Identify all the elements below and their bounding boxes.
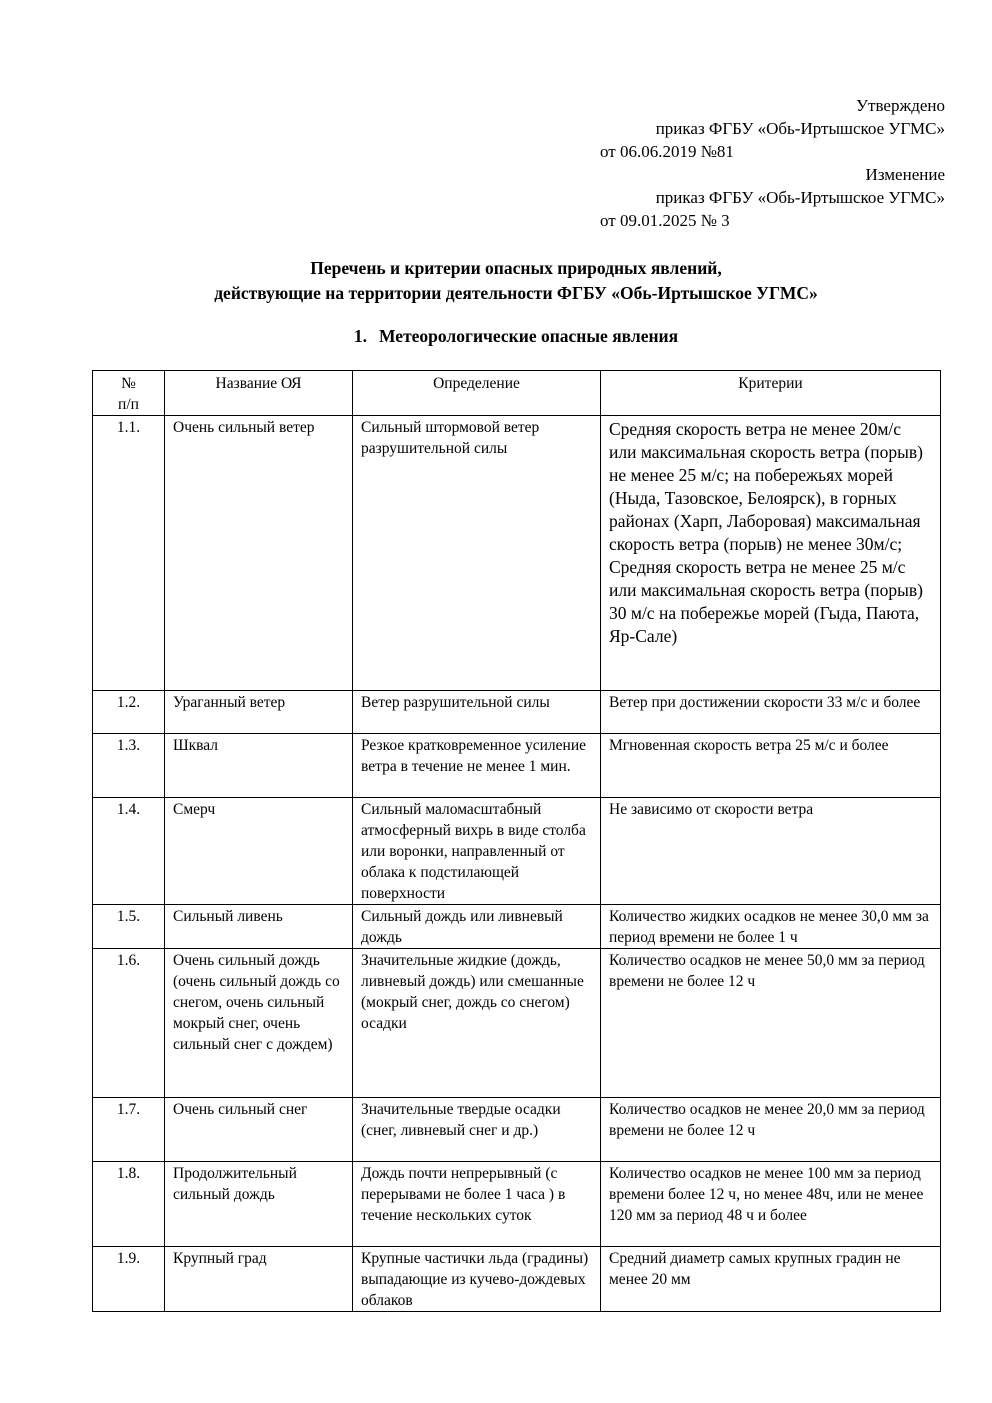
row-definition: Ветер разрушительной силы xyxy=(353,691,601,734)
row-number: 1.7. xyxy=(93,1098,165,1162)
row-definition: Значительные твердые осадки (снег, ливневый снег и др.) xyxy=(353,1098,601,1162)
row-definition: Крупные частички льда (градины) выпадающие из кучево-дождевых облаков xyxy=(353,1247,601,1312)
row-criteria: Количество осадков не менее 20,0 мм за период времени не более 12 ч xyxy=(601,1098,941,1162)
row-name: Шквал xyxy=(165,734,353,798)
row-definition: Дождь почти непрерывный (с перерывами не более 1 часа ) в течение нескольких суток xyxy=(353,1162,601,1247)
row-name: Очень сильный ветер xyxy=(165,416,353,691)
row-number: 1.1. xyxy=(93,416,165,691)
section-title: Метеорологические опасные явления xyxy=(379,326,679,346)
header-criteria: Критерии xyxy=(601,371,941,416)
approved-label: Утверждено xyxy=(856,96,945,115)
row-name: Продолжительный сильный дождь xyxy=(165,1162,353,1247)
table-row xyxy=(93,798,941,905)
row-criteria: Ветер при достижении скорости 33 м/с и более xyxy=(601,691,941,734)
row-definition: Сильный дождь или ливневый дождь xyxy=(353,905,601,949)
section-number: 1. xyxy=(353,326,368,346)
document-title-line-1: Перечень и критерии опасных природных явлений, xyxy=(310,258,722,278)
row-criteria: Средняя скорость ветра не менее 20м/с или максимальная скорость ветра (порыв) не менее 25 м/с; на побережьях морей (Ныда, Тазовское, Белоярск), в горных районах (Харп, Лаборовая) максимальная скорость ветра (порыв) не менее 30м/с; Средняя скорость ветра не менее 25 м/с или максимальная скорость ветра (порыв) 30 м/с на побережье морей (Гыда, Паюта, Яр-Сале) xyxy=(601,416,941,691)
change-label: Изменение xyxy=(865,165,945,184)
document-title-line-2: действующие на территории деятельности ФГБУ «Обь-Иртышское УГМС» xyxy=(214,283,818,303)
row-criteria: Средний диаметр самых крупных градин не менее 20 мм xyxy=(601,1247,941,1312)
row-number: 1.3. xyxy=(93,734,165,798)
header-number-line-1: № xyxy=(121,375,136,392)
row-name: Ураганный ветер xyxy=(165,691,353,734)
row-name: Очень сильный снег xyxy=(165,1098,353,1162)
approval-order-2: приказ ФГБУ «Обь-Иртышское УГМС» xyxy=(655,188,945,207)
row-name: Смерч xyxy=(165,798,353,905)
row-criteria: Не зависимо от скорости ветра xyxy=(601,798,941,905)
table-row xyxy=(93,691,941,734)
table-row xyxy=(93,734,941,798)
row-criteria: Количество осадков не менее 50,0 мм за период времени не более 12 ч xyxy=(601,949,941,1098)
row-criteria: Мгновенная скорость ветра 25 м/с и более xyxy=(601,734,941,798)
row-number: 1.5. xyxy=(93,905,165,949)
table-header-row xyxy=(93,371,941,416)
table-row xyxy=(93,949,941,1098)
header-definition: Определение xyxy=(353,371,601,416)
approval-date-1: от 06.06.2019 №81 xyxy=(600,142,734,161)
row-criteria: Количество осадков не менее 100 мм за период времени более 12 ч, но менее 48ч, или не менее 120 мм за период 48 ч и более xyxy=(601,1162,941,1247)
row-number: 1.9. xyxy=(93,1247,165,1312)
row-number: 1.4. xyxy=(93,798,165,905)
row-number: 1.6. xyxy=(93,949,165,1098)
section-heading xyxy=(92,324,940,349)
approval-block xyxy=(600,94,945,232)
row-number: 1.2. xyxy=(93,691,165,734)
table-row xyxy=(93,1098,941,1162)
row-number: 1.8. xyxy=(93,1162,165,1247)
header-number-line-2: п/п xyxy=(118,396,139,413)
row-name: Очень сильный дождь (очень сильный дождь со снегом, очень сильный мокрый снег, очень сильный снег с дождем) xyxy=(165,949,353,1098)
row-definition: Резкое кратковременное усиление ветра в течение не менее 1 мин. xyxy=(353,734,601,798)
table-row xyxy=(93,905,941,949)
hazards-table xyxy=(92,370,941,1312)
approval-date-2: от 09.01.2025 № 3 xyxy=(600,211,730,230)
approval-order-1: приказ ФГБУ «Обь-Иртышское УГМС» xyxy=(655,119,945,138)
row-name: Сильный ливень xyxy=(165,905,353,949)
table-row xyxy=(93,1162,941,1247)
header-name: Название ОЯ xyxy=(165,371,353,416)
row-criteria: Количество жидких осадков не менее 30,0 мм за период времени не более 1 ч xyxy=(601,905,941,949)
table-row xyxy=(93,1247,941,1312)
table-row xyxy=(93,416,941,691)
row-name: Крупный град xyxy=(165,1247,353,1312)
row-definition: Значительные жидкие (дождь, ливневый дождь) или смешанные (мокрый снег, дождь со снегом) осадки xyxy=(353,949,601,1098)
row-definition: Сильный штормовой ветер разрушительной силы xyxy=(353,416,601,691)
row-definition: Сильный маломасштабный атмосферный вихрь в виде столба или воронки, направленный от облака к подстилающей поверхности xyxy=(353,798,601,905)
header-number xyxy=(93,371,165,416)
document-title xyxy=(92,256,940,306)
